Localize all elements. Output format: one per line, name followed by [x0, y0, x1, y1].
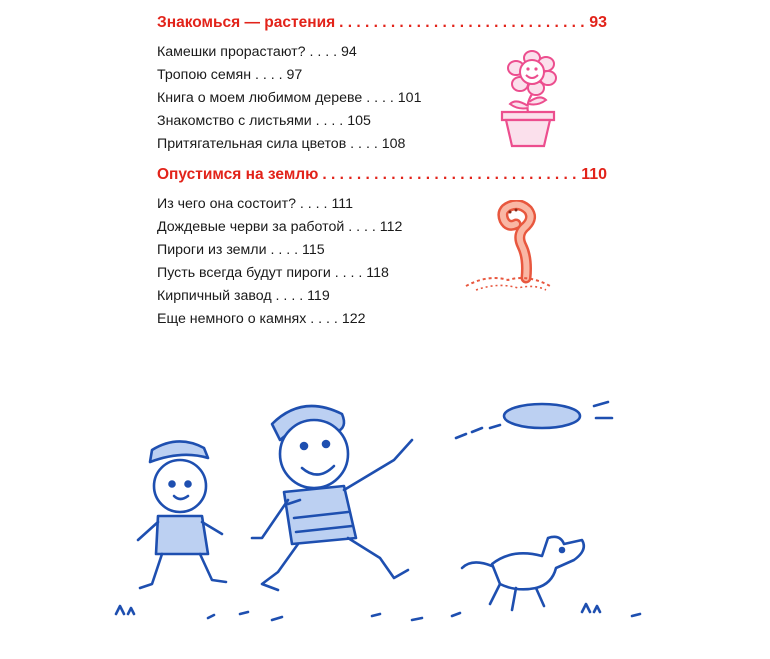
entry-title: Камешки прорастают? — [157, 44, 306, 60]
entry-page: 97 — [286, 67, 303, 83]
section-heading[interactable] — [157, 166, 607, 188]
entry-leader: . . . . — [344, 219, 380, 235]
section-title: Опустимся на землю — [157, 166, 319, 183]
section-title: Знакомься — растения — [157, 14, 336, 31]
entry-page: 118 — [366, 265, 389, 281]
entry-page: 108 — [381, 136, 406, 152]
entry-page: 94 — [341, 44, 357, 60]
entry-leader: . . . . — [251, 67, 287, 83]
section-page-number: 110 — [581, 166, 607, 183]
entry-leader: . . . . — [295, 196, 332, 212]
section-page-number: 93 — [589, 14, 607, 31]
entry-leader: . . . . — [311, 113, 348, 129]
leader-dots — [339, 14, 585, 32]
entry-title: Еще немного о камнях — [157, 311, 307, 327]
entry-title: Притягательная сила цветов — [157, 136, 347, 152]
entry-title: Дождевые черви за работой — [157, 219, 345, 235]
entry-page: 122 — [341, 311, 366, 327]
entry-page: 105 — [347, 113, 371, 129]
entry-title: Пусть всегда будут пироги — [157, 265, 331, 281]
kids-frisbee-illustration — [112, 388, 672, 628]
worm-illustration — [458, 200, 558, 296]
entry-page: 119 — [307, 288, 330, 304]
section-heading[interactable] — [157, 14, 607, 36]
entry-title: Книга о моем любимом дереве — [157, 90, 363, 106]
entry-leader: . . . . — [271, 288, 308, 304]
flower-pot-illustration — [488, 48, 568, 152]
entry-page: 101 — [397, 90, 422, 106]
leader-dots — [322, 166, 577, 184]
entry-leader: . . . . — [330, 265, 367, 281]
entry-title: Тропою семян — [157, 67, 252, 83]
entry-leader: . . . . — [305, 44, 342, 60]
entry-leader: . . . . — [266, 242, 302, 258]
entry-page: 112 — [379, 219, 403, 235]
entry-leader: . . . . — [362, 90, 398, 106]
entry-title: Кирпичный завод — [157, 288, 272, 304]
entry-leader: . . . . — [346, 136, 382, 152]
entry-title: Из чего она состоит? — [157, 196, 296, 212]
entry-leader: . . . . — [306, 311, 342, 327]
entry-page: 111 — [331, 196, 354, 212]
entry-title: Знакомство с листьями — [157, 113, 312, 129]
entry-title: Пироги из земли — [157, 242, 267, 258]
toc-entry[interactable] — [157, 309, 607, 332]
entry-page: 115 — [302, 242, 325, 258]
